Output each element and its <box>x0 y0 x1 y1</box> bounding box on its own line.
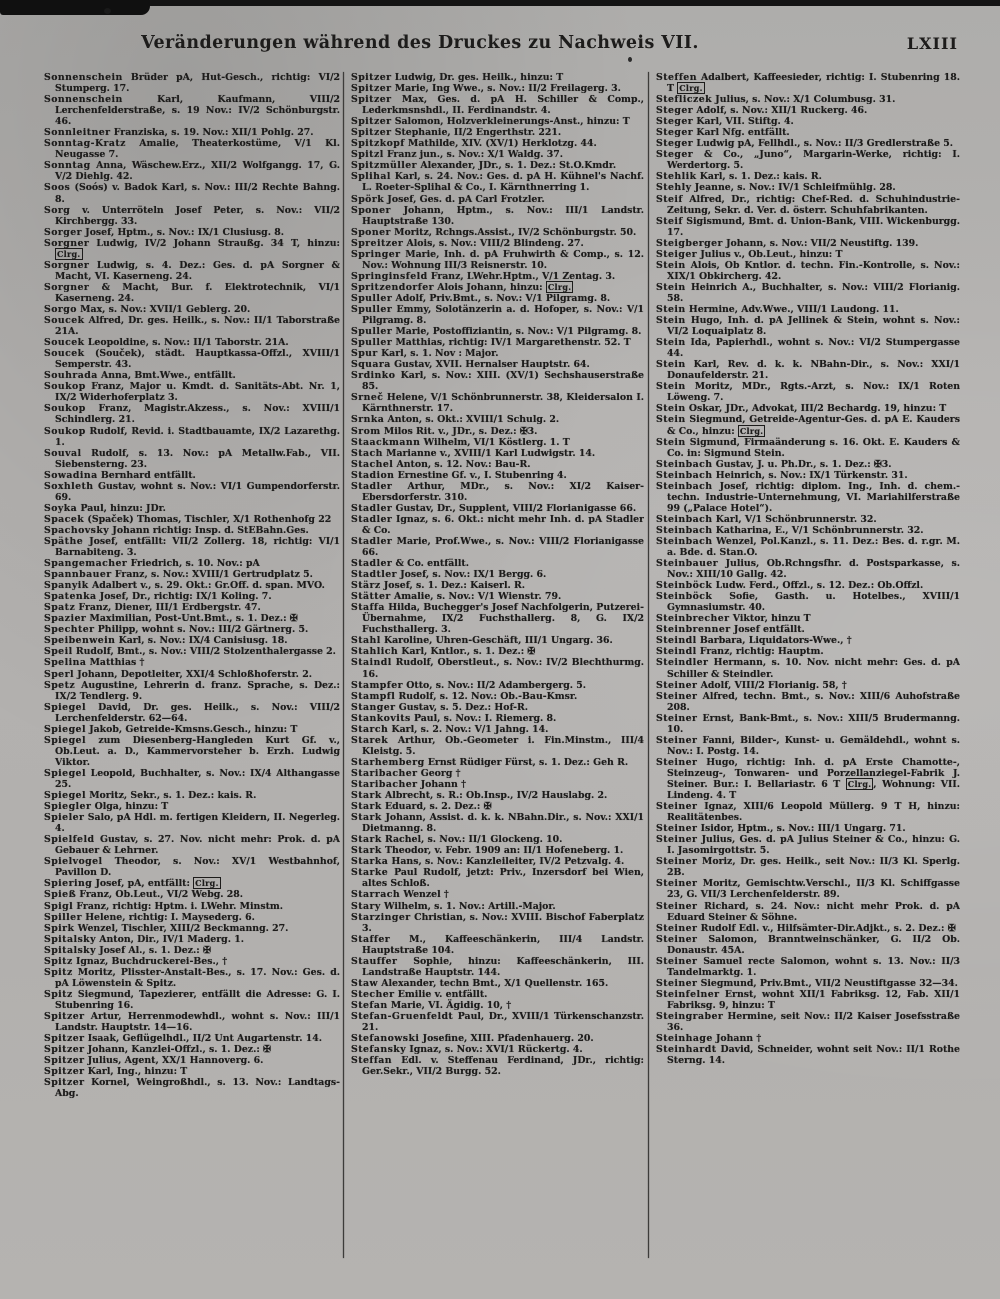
directory-entry: Stampfer Otto, s. Nov.: II/2 Adambergerg. 5. <box>351 679 587 691</box>
directory-entry: Steiner Richard, s. 24. Nov.: nicht mehr Prok. d. pA Eduard Steiner & Söhne. <box>656 900 960 923</box>
directory-entry: Spiller Helene, richtig: I. Maysederg. 6. <box>44 911 255 923</box>
directory-entry: Sonnenschein Brüder pA, Hut-Gesch., richtig: VI/2 Stumperg. 17. <box>44 72 340 95</box>
column-2 <box>351 72 644 1258</box>
directory-entry: Stanger Gustav, s. 5. Dez.: Hof-R. <box>351 701 529 713</box>
directory-entry: Stadler & Co. entfällt. <box>351 558 469 570</box>
directory-entry: Starhemberg Ernst Rüdiger Fürst, s. 1. Dez.: Geh R. <box>351 756 629 768</box>
page-number: LXIII <box>906 34 958 53</box>
directory-entry: Spielfeld Gustav, s. 27. Nov. nicht mehr: Prok. d. pA Gebauer & Lehrner. <box>44 834 340 857</box>
directory-entry: Soucek Leopoldine, s. Nov.: II/1 Taborstr. 21A. <box>44 337 289 349</box>
directory-entry: Stein Ida, Papierhdl., wohnt s. Nov.: VI/2 Stumpergasse 44. <box>656 337 960 360</box>
directory-entry: Souval Rudolf, s. 13. Nov.: pA Metallw.Fab., VII. Siebensterng. 23. <box>44 447 340 470</box>
clearing-badge: Clrg. <box>847 779 872 789</box>
directory-entry: Steindler Hermann, s. 10. Nov. nicht mehr: Ges. d. pA Schiller & Steindler. <box>656 657 960 680</box>
directory-entry: Spitalsky Anton, Dir., IV/1 Maderg. 1. <box>44 933 244 945</box>
directory-entry: Steger Adolf, s. Nov.: XII/1 Ruckerg. 46. <box>656 105 868 117</box>
column-3 <box>656 72 960 1258</box>
directory-entry: Spachovsky Johann richtig: Insp. d. StEBahn.Ges. <box>44 524 309 536</box>
directory-entry: Spieler Salo, pA Hdl. m. fertigen Kleidern, II. Negerleg. 4. <box>44 812 340 835</box>
directory-entry: Steinbach Josef, richtig: diplom. Ing., Inh. d. chem.-techn. Industrie-Unternehmung, VI. Mariahilferstraße 99 („Palace Hotel“). <box>656 480 960 514</box>
directory-entry: Steffan Edl. v. Steffenau Ferdinand, JDr., richtig: Ger.Sekr., VII/2 Burgg. 52. <box>351 1055 644 1078</box>
directory-entry: Speibenwein Karl, s. Nov.: IX/4 Canisiusg. 18. <box>44 635 288 647</box>
directory-entry: Stärz Josef, s. 1. Dez.: Kaiserl. R. <box>351 580 526 592</box>
directory-entry: Steinfelner Ernst, wohnt XII/1 Fabriksg. 12, Fab. XII/1 Fabriksg. 9, hinzu: T <box>656 988 960 1011</box>
directory-entry: Stecher Emilie v. entfällt. <box>351 988 488 1000</box>
page-header <box>0 33 1000 59</box>
directory-entry: Sorgner Ludwig, IV/2 Johann Straußg. 34 T, hinzu: Clrg. <box>44 237 340 259</box>
directory-entry: Steinbach Wenzel, Pol.Kanzl., s. 11. Dez.: Bes. d. r.gr. M. a. Bde. d. Stan.O. <box>656 535 960 559</box>
directory-entry: Sonnleitner Franziska, s. 19. Nov.: XII/1 Pohlg. 27. <box>44 127 314 139</box>
directory-entry: Steiner Adolf, VIII/2 Florianig. 58, † <box>656 679 847 691</box>
directory-entry: Stefanowski Josefine, XIII. Pfadenhauerg. 20. <box>351 1033 594 1045</box>
directory-entry: Spitzer Marie, Ing Wwe., s. Nov.: II/2 Freilagerg. 3. <box>351 83 621 95</box>
directory-entry: Stein Siegmund, Getreide-Agentur-Ges. d. pA E. Kauders & Co., hinzu: Clrg. <box>656 414 960 437</box>
directory-entry: Späthe Josef, entfällt: VII/2 Zollerg. 18, richtig: VI/1 Barnabiteng. 3. <box>44 535 340 559</box>
directory-entry: Steinbrenner Josef entfällt. <box>656 624 805 636</box>
directory-entry: Steffen Adalbert, Kaffeesieder, richtig: I. Stubenring 18. T Clrg. <box>656 72 960 95</box>
directory-entry: Spitzer Max, Ges. d. pA H. Schiller & Comp., Lederkmsnshdl., II. Ferdinandstr. 4. <box>351 94 644 117</box>
directory-entry: Stadion Ernestine Gf. v., I. Stubenring 4. <box>351 469 567 481</box>
directory-entry: Steinböck Sofie, Gasth. u. Hotelbes., XVIII/1 Gymnasiumstr. 40. <box>656 591 960 614</box>
directory-entry: Stankovits Paul, s. Nov.: I. Riemerg. 8. <box>351 712 557 724</box>
directory-entry: Stein Hermine, Adv.Wwe., VIII/1 Laudong. 11. <box>656 303 899 315</box>
directory-entry: Starek Arthur, Ob.-Geometer i. Fin.Minstm., III/4 Kleistg. 5. <box>351 734 644 757</box>
directory-entry: Srdinko Karl, s. Nov.: XIII. (XV/1) Sechshauserstraße 85. <box>351 370 644 393</box>
directory-entry: Spatenka Josef, Dr., richtig: IX/1 Koling. 7. <box>44 591 272 603</box>
directory-entry: Soxhleth Gustav, wohnt s. Nov.: VI/1 Gumpendorferstr. 69. <box>44 480 340 503</box>
clearing-badge: Clrg. <box>739 425 764 436</box>
directory-entry: Srneč Helene, V/1 Schönbrunnerstr. 38, Kleidersalon I. Kärnthnerstr. 17. <box>351 392 644 415</box>
directory-entry: Steinböck Ludw. Ferd., Offzl., s. 12. Dez.: Ob.Offzl. <box>656 580 924 592</box>
directory-entry: Steinhage Johann † <box>656 1033 762 1045</box>
directory-entry: Staindl Rudolf, Oberstleut., s. Nov.: IV/2 Blechthurmg. 16. <box>351 657 644 680</box>
directory-entry: Staffer M., Kaffeeschänkerin, III/4 Landstr. Hauptstraße 104. <box>351 933 644 956</box>
directory-entry: Steiner Isidor, Hptm., s. Nov.: III/1 Ungarg. 71. <box>656 823 906 835</box>
directory-entry: Stadler Gustav, Dr., Supplent, VIII/2 Florianigasse 66. <box>351 502 637 514</box>
directory-entry: Steiner Moritz, Gemischtw.Verschl., II/3 Kl. Schiffgasse 23, G. VII/3 Lerchenfelderstr. 89. <box>656 878 960 901</box>
column-divider <box>343 72 344 1258</box>
directory-entry: Steindl Barbara, Liquidators-Wwe., † <box>656 635 852 647</box>
directory-entry: Spangemacher Friedrich, s. 10. Nov.: pA <box>44 558 260 570</box>
directory-entry: Spitzer Isaak, Geflügelhdl., II/2 Unt Augartenstr. 14. <box>44 1033 323 1045</box>
directory-entry: Spörk Josef, Ges. d. pA Carl Frotzler. <box>351 193 545 205</box>
directory-entry: Steiner Fanni, Bilder-, Kunst- u. Gemäldehdl., wohnt s. Nov.: I. Postg. 14. <box>656 734 960 757</box>
directory-entry: Steingraber Hermine, seit Nov.: II/2 Kaiser Josefsstraße 36. <box>656 1010 960 1034</box>
directory-entry: Stein Alois, Ob Kntlor. d. techn. Fin.-Kontrolle, s. Nov.: XIX/1 Obkircherg. 42. <box>656 259 960 282</box>
directory-entry: Steger Karl, VII. Stiftg. 4. <box>656 116 794 128</box>
directory-entry: Steger Karl Nfg. entfällt. <box>656 127 790 139</box>
directory-entry: Stefan Marie, VI. Ägidig. 10, † <box>351 999 512 1011</box>
directory-entry: Steiner Siegmund, Priv.Bmt., VII/2 Neustiftgasse 32—34. <box>656 977 958 989</box>
directory-entry: Spuller Emmy, Solotänzerin a. d. Hofoper, s. Nov.: V/1 Pilgramg. 8. <box>351 303 644 327</box>
directory-entry: Splihal Karl, s. 24. Nov.: Ges. d. pA H. Kühnel's Nachf. L. Roeter-Splihal & Co., I. Kärnthnerring 1. <box>351 171 644 194</box>
directory-entry: Steiner Alfred, techn. Bmt., s. Nov.: XIII/6 Auhofstraße 208. <box>656 690 960 713</box>
directory-entry: Spur Karl, s. 1. Nov : Major. <box>351 348 499 360</box>
directory-entry: Starrach Wenzel † <box>351 889 449 901</box>
directory-entry: Steindl Franz, richtig: Hauptm. <box>656 646 824 658</box>
directory-entry: Stark Albrecht, s. R.: Ob.Insp., IV/2 Hauslabg. 2. <box>351 790 608 802</box>
directory-entry: Spitz Siegmund, Tapezierer, entfällt die Adresse: G. I. Stubenring 16. <box>44 988 340 1011</box>
scan-corner-smudge <box>0 0 150 15</box>
directory-entry: Spitzkopf Mathilde, XIV. (XV/1) Herklotzg. 44. <box>351 138 597 150</box>
directory-entry: Stach Marianne v., XVIII/1 Karl Ludwigstr. 14. <box>351 447 596 459</box>
directory-entry: Steinbach Karl, V/1 Schönbrunnerstr. 32. <box>656 513 877 525</box>
directory-entry: Spritzendorfer Alois Johann, hinzu: Clrg. <box>351 281 572 293</box>
directory-entry: Spechter Philipp, wohnt s. Nov.: III/2 Gärtnerg. 5. <box>44 624 309 636</box>
directory-entry: Steger Ludwig pA, Fellhdl., s. Nov.: II/3 Gredlerstraße 5. <box>656 138 954 150</box>
directory-entry: Sperl Johann, Depotleiter, XXI/4 Schloßhoferstr. 2. <box>44 668 312 680</box>
directory-entry: Spitzer Ludwig, Dr. ges. Heilk., hinzu: T <box>351 72 564 83</box>
directory-entry: Spiegel Leopold, Buchhalter, s. Nov.: IX/4 Althangasse 25. <box>44 767 340 790</box>
directory-entry: Stadler Arthur, MDr., s. Nov.: XI/2 Kaiser-Ebersdorferstr. 310. <box>351 480 644 503</box>
directory-entry: Spuller Marie, Postoffiziantin, s. Nov.: V/1 Pilgramg. 8. <box>351 326 642 338</box>
directory-entry: Sorger Josef, Hptm., s. Nov.: IX/1 Clusiusg. 8. <box>44 226 284 238</box>
directory-entry: Stark Theodor, v. Febr. 1909 an: II/1 Hofeneberg. 1. <box>351 845 624 857</box>
directory-entry: Steinhardt David, Schneider, wohnt seit Nov.: II/1 Rothe Sterng. 14. <box>656 1044 960 1067</box>
directory-entry: Spiegel Jakob, Getreide-Kmsns.Gesch., hinzu: T <box>44 723 298 735</box>
directory-entry: Stark Eduard, s. 2. Dez.: ✠ <box>351 801 492 813</box>
directory-entry: Spacek (Spaček) Thomas, Tischler, X/1 Rothenhofg 22 <box>44 513 332 525</box>
directory-entry: Soyka Paul, hinzu: JDr. <box>44 502 166 514</box>
directory-entry: Spielvogel Theodor, s. Nov.: XV/1 Westbahnhof, Pavillon D. <box>44 856 340 879</box>
directory-entry: Steiner Ignaz, XIII/6 Leopold Müllerg. 9 T H, hinzu: Realitätenbes. <box>656 801 960 824</box>
directory-entry: Steiner Moriz, Dr. ges. Heilk., seit Nov.: II/3 Kl. Sperlg. 2B. <box>656 856 960 879</box>
directory-entry: Stachel Anton, s. 12. Nov.: Bau-R. <box>351 458 531 470</box>
directory-entry: Sorgner Ludwig, s. 4. Dez.: Ges. d. pA Sorgner & Macht, VI. Kaserneng. 24. <box>44 259 340 282</box>
directory-entry: Spitz Moritz, Plisster-Anstalt-Bes., s. 17. Nov.: Ges. d. pA Löwenstein & Spitz. <box>44 966 340 989</box>
directory-entry: Sponer Johann, Hptm., s. Nov.: III/1 Landstr. Hauptstraße 130. <box>351 204 644 227</box>
clearing-badge: Clrg. <box>195 878 219 889</box>
directory-entry: Spirk Wenzel, Tischler, XIII/2 Beckmanng. 27. <box>44 922 289 934</box>
directory-entry: Spiegel Moritz, Sekr., s. 1. Dez.: kais. R. <box>44 790 257 802</box>
directory-entry: Steinbach Gustav, J. u. Ph.Dr., s. 1. Dez.: ✠3. <box>656 458 892 470</box>
directory-entry: Squara Gustav, XVII. Hernalser Hauptstr. 64. <box>351 359 590 371</box>
directory-entry: Steiner Rudolf Edl. v., Hilfsämter-Dir.Adjkt., s. 2. Dez.: ✠ <box>656 922 956 934</box>
directory-entry: Souhrada Anna, Bmt.Wwe., entfällt. <box>44 370 236 382</box>
directory-entry: Steif Alfred, Dr., richtig: Chef-Red. d. Schuhindustrie-Zeitung, Sekr. d. Ver. d. österr. Schuhfabrikanten. <box>656 193 960 216</box>
directory-entry: Stampfl Rudolf, s. 12. Nov.: Ob.-Bau-Kmsr. <box>351 690 578 702</box>
directory-entry: Spanyik Adalbert v., s. 29. Okt.: Gr.Off. d. span. MVO. <box>44 580 325 592</box>
directory-entry: Spitz Ignaz, Buchdruckerei-Bes., † <box>44 955 228 967</box>
directory-entry: Spiegel David, Dr. ges. Heilk., s. Nov.: VIII/2 Lerchenfelderstr. 62—64. <box>44 701 340 724</box>
directory-entry: Soucek (Souček), städt. Hauptkassa-Offzl., XVIII/1 Semperstr. 43. <box>44 348 340 371</box>
directory-entry: Soukop Rudolf, Revid. i. Stadtbauamte, IX/2 Lazarethg. 1. <box>44 425 340 448</box>
directory-entry: Starzinger Christian, s. Nov.: XVIII. Bischof Faberplatz 3. <box>351 911 644 934</box>
directory-entry: Staribacher Johann † <box>351 779 466 790</box>
directory-entry: Spitzer Karl, Ing., hinzu: T <box>44 1066 188 1078</box>
directory-entry: Stehly Jeanne, s. Nov.: IV/1 Schleifmühlg. 28. <box>656 182 896 194</box>
directory-entry: Starch Karl, s. 2. Nov.: V/1 Jahng. 14. <box>351 723 549 735</box>
directory-entry: Speil Rudolf, Bmt., s. Nov.: VIII/2 Stolzenthalergasse 2. <box>44 646 336 658</box>
directory-entry: Sponer Moritz, Rchngs.Assist., IV/2 Schönburgstr. 50. <box>351 226 637 238</box>
directory-entry: Stefliczek Julius, s. Nov.: X/1 Columbusg. 31. <box>656 94 896 106</box>
directory-entry: Sowadina Bernhard entfällt. <box>44 469 196 481</box>
directory-entry: Staackmann Wilhelm, VI/1 Köstlerg. 1. T <box>351 436 570 448</box>
directory-entry: Steiger Julius v., Ob.Leut., hinzu: T <box>656 248 843 260</box>
directory-entry: Spigl Franz, richtig: Hptm. i. LWehr. Minstm. <box>44 900 284 912</box>
directory-entry: Stätter Amalie, s. Nov.: V/1 Wienstr. 79. <box>351 591 562 603</box>
directory-entry: Spetz Augustine, Lehrerin d. franz. Sprache, s. Dez.: IX/2 Tendlerg. 9. <box>44 679 340 702</box>
directory-entry: Springinsfeld Franz, LWehr.Hptm., V/1 Zentag. 3. <box>351 270 616 282</box>
directory-entry: Staribacher Georg † <box>351 767 461 779</box>
directory-entry: Steiner Julius, Ges. d. pA Julius Steiner & Co., hinzu: G. I. Jasomirgottstr. 5. <box>656 834 960 857</box>
directory-entry: Stein Moritz, MDr., Rgts.-Arzt, s. Nov.: IX/1 Roten Löweng. 7. <box>656 381 960 404</box>
directory-entry: Stein Heinrich A., Buchhalter, s. Nov.: VIII/2 Florianig. 58. <box>656 281 960 304</box>
directory-entry: Stefansky Ignaz, s. Nov.: XVI/1 Rückertg. 4. <box>351 1044 583 1056</box>
scan-speck <box>104 8 111 14</box>
directory-entry: Steger & Co., „Juno“, Margarin-Werke, richtig: I. Werdertorg. 5. <box>656 149 960 172</box>
directory-entry: Staw Alexander, techn Bmt., X/1 Quellenstr. 165. <box>351 977 609 989</box>
directory-entry: Spuller Adolf, Priv.Bmt., s. Nov.: V/1 Pilgramg. 8. <box>351 292 611 304</box>
directory-entry: Stauffer Sophie, hinzu: Kaffeeschänkerin, III. Landstraße Hauptstr. 144. <box>351 955 644 978</box>
page-title: Veränderungen während des Druckes zu Nachweis VII. <box>141 33 699 53</box>
clearing-badge: Clrg. <box>57 248 81 259</box>
directory-entry: Stary Wilhelm, s. 1. Nov.: Artill.-Major. <box>351 900 556 912</box>
directory-entry: Staffa Hilda, Buchegger's Josef Nachfolgerin, Putzerei-Übernahme, IX/2 Fuchsthallerg. 8, G. IX/2 Fuchsthallerg. 3. <box>351 602 644 636</box>
directory-entry: Steinbauer Julius, Ob.Rchngsfhr. d. Postsparkasse, s. Nov.: XIII/10 Gallg. 42. <box>656 558 960 581</box>
clearing-badge: Clrg. <box>679 83 703 94</box>
directory-entry: Stark Rachel, s. Nov.: II/1 Glockeng. 10. <box>351 834 563 846</box>
directory-entry: Springer Marie, Inh. d. pA Fruhwirth & Comp., s. 12. Nov.: Wohnung III/3 Reisnerstr. 10. <box>351 248 644 271</box>
directory-entry: Soos (Soós) v. Badok Karl, s. Nov.: III/2 Rechte Bahng. 8. <box>44 182 340 205</box>
directory-entry: Stein Oskar, JDr., Advokat, III/2 Bechardg. 19, hinzu: T <box>656 403 947 415</box>
directory-entry: Spieß Franz, Ob.Leut., VI/2 Webg. 28. <box>44 889 244 901</box>
directory-entry: Stark Johann, Assist. d. k. k. NBahn.Dir., s. Nov.: XXI/1 Dietmanng. 8. <box>351 812 644 835</box>
directory-entry: Spiegler Olga, hinzu: T <box>44 801 169 813</box>
directory-entry: Starka Hans, s. Nov.: Kanzleileiter, IV/2 Petzvalg. 4. <box>351 856 625 868</box>
directory-entry: Sonnenschein Karl, Kaufmann, VIII/2 Lerchenfelderstraße, s. 19 Nov.: IV/2 Schönburgstr. 46. <box>44 94 340 128</box>
directory-entry: Steif Sigismund, Bmt. d. Union-Bank, VIII. Wickenburgg. 17. <box>656 215 960 238</box>
directory-entry: Starke Paul Rudolf, jetzt: Priv., Inzersdorf bei Wien, altes Schloß. <box>351 867 644 890</box>
directory-entry: Spitzer Salomon, Holzverkleinerungs-Anst., hinzu: T <box>351 116 630 128</box>
directory-entry: Stadler Marie, Prof.Wwe., s. Nov.: VIII/2 Florianigasse 66. <box>351 535 644 559</box>
scan-top-edge <box>0 0 1000 6</box>
directory-entry: Stehlik Karl, s. 1. Dez.: kais. R. <box>656 171 822 183</box>
directory-entry: Srom Milos Rit. v., JDr., s. Dez.: ✠3. <box>351 425 538 437</box>
directory-entry: Spitzer Julius, Agent, XX/1 Hannoverg. 6. <box>44 1055 264 1067</box>
directory-entry: Sorg v. Unterröteln Josef Peter, s. Nov.: VII/2 Kirchbergg. 33. <box>44 204 340 227</box>
directory-entry: Spiering Josef, pA, entfällt: Clrg. <box>44 878 219 890</box>
directory-entry: Spiegel zum Diesenberg-Hangleden Kurt Gf. v., Ob.Leut. a. D., Kammervorsteher b. Erzh. Ludwig Viktor. <box>44 734 340 768</box>
directory-entry: Spitzer Kornel, Weingroßhdl., s. 13. Nov.: Landtags-Abg. <box>44 1077 340 1100</box>
directory-entry: Stein Hugo, Inh. d. pA Jellinek & Stein, wohnt s. Nov.: VI/2 Loquaiplatz 8. <box>656 315 960 338</box>
clearing-badge: Clrg. <box>547 281 572 292</box>
directory-entry: Sonntag Anna, Wäschew.Erz., XII/2 Wolfgangg. 17, G. V/2 Diehlg. 42. <box>44 160 340 183</box>
directory-entry: Soukop Franz, Magistr.Akzess., s. Nov.: XVIII/1 Schindlerg. 21. <box>44 403 340 426</box>
directory-entry: Spitalsky Josef Al., s. 1. Dez.: ✠ <box>44 944 211 956</box>
directory-entry: Steiner Ernst, Bank-Bmt., s. Nov.: XIII/5 Brudermanng. 10. <box>656 712 960 735</box>
directory-entry: Spitzl Franz jun., s. Nov.: X/1 Waldg. 37. <box>351 149 563 161</box>
directory-entry: Srnka Anton, s. Okt.: XVIII/1 Schulg. 2. <box>351 414 560 426</box>
directory-entry: Spitzer Johann, Kanzlei-Offzl., s. 1. Dez.: ✠ <box>44 1044 271 1056</box>
directory-entry: Stefan-Gruenfeldt Paul, Dr., XVIII/1 Türkenschanzstr. 21. <box>351 1010 644 1034</box>
directory-entry: Spatz Franz, Diener, III/1 Erdbergstr. 47. <box>44 602 261 614</box>
directory-entry: Spuller Matthias, richtig: IV/1 Margarethenstr. 52. T <box>351 337 631 349</box>
directory-entry: Steiner Hugo, richtig: Inh. d. pA Erste Chamotte-, Steinzeug-, Tonwaren- und Porzellanziegel-Fabrik J. Steiner. Bur.: I. Bellariastr. 6 T Clrg. , Wohnung: VII. Lindeng. 4. T <box>656 756 960 802</box>
directory-entry: Sorgo Max, s. Nov.: XVII/1 Geblerg. 20. <box>44 303 251 315</box>
directory-entry: Steiner Salomon, Branntweinschänker, G. II/2 Ob. Donaustr. 45A. <box>656 933 960 956</box>
directory-entry: Spitzer Artur, Herrenmodewhdl., wohnt s. Nov.: III/1 Landstr. Hauptstr. 14—16. <box>44 1010 340 1034</box>
column-divider <box>648 72 649 1258</box>
directory-entry: Stadtler Josef, s. Nov.: IX/1 Bergg. 6. <box>351 569 547 581</box>
column-1 <box>44 72 340 1258</box>
directory-entry: Stahl Karoline, Uhren-Geschäft, III/1 Ungarg. 36. <box>351 635 613 647</box>
directory-entry: Soucek Alfred, Dr. ges. Heilk., s. Nov.: II/1 Taborstraße 21A. <box>44 315 340 338</box>
directory-entry: Soukop Franz, Major u. Kmdt. d. Sanitäts-Abt. Nr. 1, IX/2 Widerhoferplatz 3. <box>44 381 340 404</box>
directory-entry: Spitzer Stephanie, II/2 Engerthstr. 221. <box>351 127 562 139</box>
directory-entry: Spitzmüller Alexander, JDr., s. 1. Dez.: St.O.Kmdr. <box>351 160 617 172</box>
directory-entry: Steiner Samuel recte Salomon, wohnt s. 13. Nov.: II/3 Tandelmarktg. 1. <box>656 955 960 978</box>
directory-entry: Stein Karl, Rev. d. k. k. NBahn-Dir., s. Nov.: XXI/1 Donaufelderstr. 21. <box>656 359 960 382</box>
directory-entry: Spelina Matthias † <box>44 657 145 669</box>
directory-entry: Steinbach Katharina, E., V/1 Schönbrunnerstr. 32. <box>656 524 924 536</box>
directory-entry: Steigberger Johann, s. Nov.: VII/2 Neustiftg. 139. <box>656 237 919 249</box>
directory-entry: Stadler Ignaz, s. 6. Okt.: nicht mehr Inh. d. pA Stadler & Co. <box>351 513 644 536</box>
directory-entry: Sonntag-Kratz Amalie, Theaterkostüme, V/1 Kl. Neugasse 7. <box>44 138 340 161</box>
directory-entry: Stein Sigmund, Firmaänderung s. 16. Okt. E. Kauders & Co. in: Sigmund Stein. <box>656 436 960 459</box>
directory-entry: Spreitzer Alois, s. Nov.: VIII/2 Blindeng. 27. <box>351 237 584 249</box>
directory-entry: Spannbauer Franz, s. Nov.: XVIII/1 Gertrudplatz 5. <box>44 569 313 581</box>
directory-entry: Sorgner & Macht, Bur. f. Elektrotechnik, VI/1 Kaserneng. 24. <box>44 281 340 304</box>
directory-entry: Spazier Maximilian, Post-Unt.Bmt., s. 1. Dez.: ✠ <box>44 613 298 625</box>
directory-entry: Steinbrecher Viktor, hinzu T <box>656 613 811 625</box>
directory-entry: Steinbach Heinrich, s. Nov.: IX/1 Türkenstr. 31. <box>656 469 908 481</box>
directory-entry: Stahlich Karl, Kntlor., s. 1. Dez.: ✠ <box>351 646 536 658</box>
